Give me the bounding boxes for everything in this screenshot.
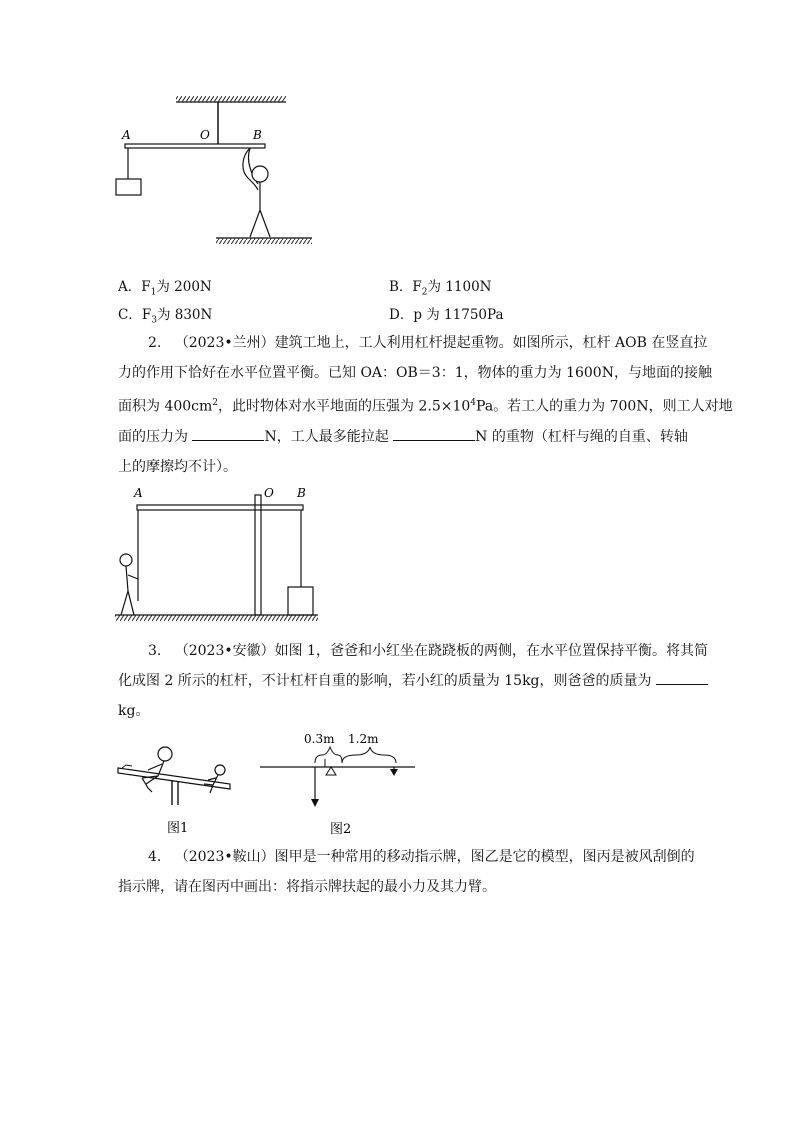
label-b: B bbox=[253, 128, 262, 142]
q1-option-d: D．p 为 11750Pa bbox=[389, 307, 504, 323]
fig1-caption: 图1 bbox=[167, 821, 189, 836]
fulcrum bbox=[326, 767, 336, 775]
pivot-post bbox=[255, 495, 261, 615]
dim-label-1: 0.3m bbox=[304, 732, 335, 746]
q1-option-a: A．$F_1$为 200N bbox=[118, 279, 212, 298]
ground bbox=[115, 615, 318, 621]
q3-lever-model-figure bbox=[260, 725, 420, 840]
label-a: A bbox=[134, 486, 143, 500]
weight-box bbox=[288, 587, 313, 615]
q3-text: 3. （2023•安徽）如图 1，爸爸和小红坐在跷跷板的两侧，在水平位置保持平衡。将其简 化成图 2 所示的杠杆，不计杠杆自重的影响，若小红的质量为 15kg，则爸爸的质量为 kg。 bbox=[118, 643, 708, 719]
ceiling bbox=[176, 96, 286, 102]
q3-seesaw-figure bbox=[112, 740, 242, 840]
lever-bar bbox=[137, 505, 303, 510]
q2-lever-figure bbox=[112, 483, 327, 623]
q2-blank-1[interactable] bbox=[192, 426, 264, 441]
weight-box bbox=[116, 179, 141, 195]
lever-bar bbox=[125, 144, 265, 148]
q4-text: 4. （2023•鞍山）图甲是一种常用的移动指示牌，图乙是它的模型，图丙是被风刮倒的 指示牌，请在图丙中画出：将指示牌扶起的最小力及其力臂。 bbox=[118, 849, 695, 895]
label-a: A bbox=[122, 128, 131, 142]
label-o: O bbox=[200, 128, 210, 142]
label-b: B bbox=[297, 486, 306, 500]
q1-lever-figure bbox=[110, 90, 330, 255]
q1-option-c: C．$F_3$为 830N bbox=[118, 307, 213, 326]
q2-text: 2. （2023•兰州）建筑工地上，工人利用杠杆提起重物。如图所示，杠杆 AOB 在竖直拉 力的作用下恰好在水平位置平衡。已知 OA：OB＝3：1，物体的重力为 1600N，与地面的接触 面积为 $400cm^2$，此时物体对水平地面的压强为 $2.5\times 10^4Pa$。若工人的重力为 700N，则工人对地 面的压力为 N，工人最多能拉起 N 的重物（杠杆与绳的自重、转轴 上的摩擦均不计）。 bbox=[118, 335, 733, 475]
q1-option-b: B．$F_2$为 1100N bbox=[389, 279, 492, 298]
q3-blank[interactable] bbox=[656, 670, 708, 685]
label-o: O bbox=[264, 486, 274, 500]
q2-blank-2[interactable] bbox=[393, 426, 475, 441]
dim-label-2: 1.2m bbox=[348, 732, 379, 746]
fig2-caption: 图2 bbox=[330, 822, 352, 837]
ground bbox=[216, 238, 312, 244]
